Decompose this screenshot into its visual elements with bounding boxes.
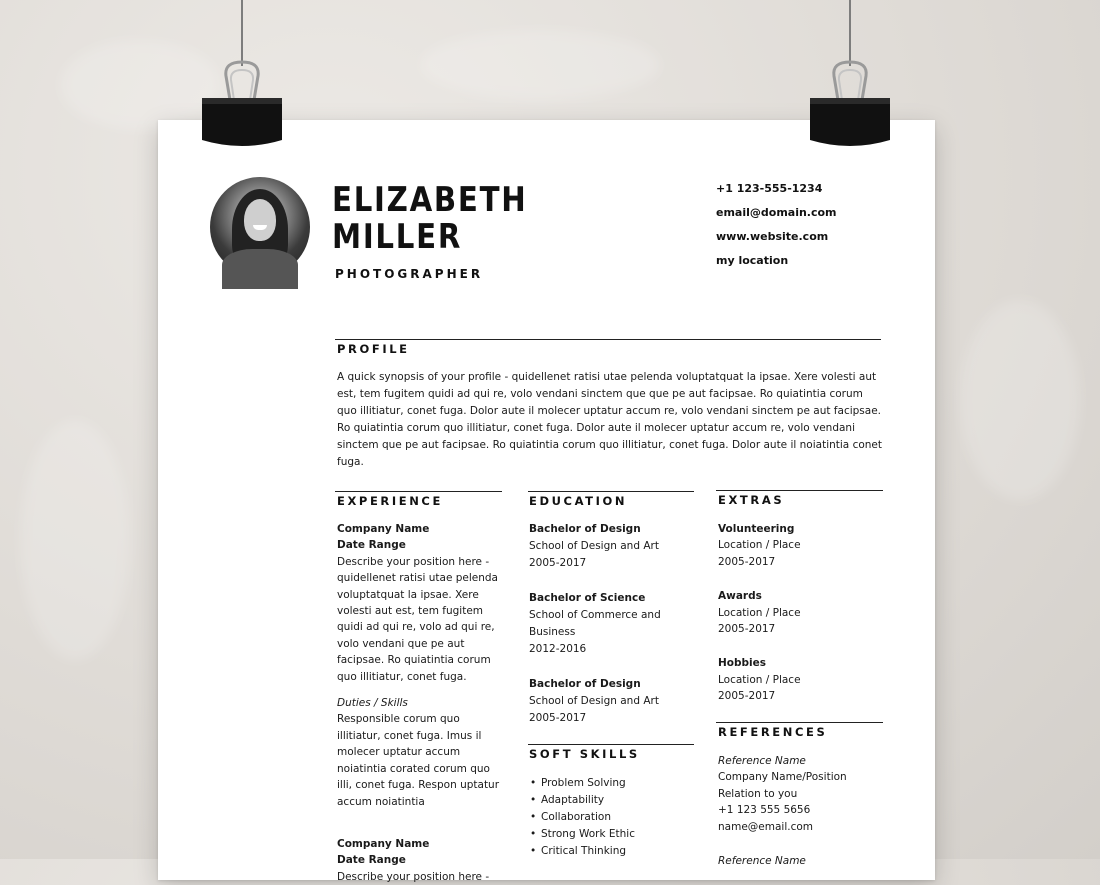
job-title: PHOTOGRAPHER bbox=[335, 267, 484, 281]
reference-relation: Relation to you bbox=[718, 787, 798, 800]
education-school: School of Design and Art bbox=[529, 540, 659, 552]
contact-block bbox=[716, 182, 837, 278]
references-heading: REFERENCES bbox=[718, 725, 828, 739]
extras-list bbox=[718, 521, 883, 705]
references-list bbox=[718, 753, 883, 869]
extras-years: 2005-2017 bbox=[718, 690, 776, 703]
experience-company: Company Name bbox=[337, 837, 430, 850]
binder-clip-icon bbox=[808, 0, 892, 148]
education-years: 2012-2016 bbox=[529, 643, 587, 655]
contact-email: email@domain.com bbox=[716, 206, 837, 219]
extras-place: Location / Place bbox=[718, 606, 801, 619]
experience-description: Describe your position here - bbox=[337, 870, 490, 883]
reference-phone: +1 123 555 5656 bbox=[718, 804, 811, 817]
extras-place: Location / Place bbox=[718, 539, 801, 552]
experience-date: Date Range bbox=[337, 854, 406, 867]
skill-item: • Critical Thinking bbox=[530, 843, 695, 860]
education-degree: Bachelor of Design bbox=[529, 678, 641, 690]
reference-position: Company Name/Position bbox=[718, 771, 847, 784]
divider bbox=[528, 744, 694, 745]
divider bbox=[335, 491, 502, 492]
experience-description: Describe your position here - quidellenet ratisi utae pelenda voluptatquat la ipsae. Xere volesti aut est, tem fugitem quidi ad qui re, volo ad qui re, volo vendani que pe aut facipsae. Ro quiatintia corum quo illitiatur, conet fuga. bbox=[337, 555, 498, 683]
wall-texture bbox=[20, 420, 130, 660]
reference-email: name@email.com bbox=[718, 820, 813, 833]
profile-text: A quick synopsis of your profile - quidellenet ratisi utae pelenda voluptatquat la ipsae. Xere volesti aut est, tem fugitem quidi ad qui re, volo vendani sinctem que que pe aut facipsae. Ro quiatintia corum quo illitiatur, conet fuga. Dolor aute il molecer uptatur accum re, volo vendani sinctem pe aut facipsae. Ro quiatintia corum quo illitiatur, conet fuga. Dolor aute il molecer uptatur accum re, volo vendani sinctem que pe aut facipsae. Ro quiatintia corum quo illitiatur, conet fuga. Dolor aute il noiatintia conet fuga. bbox=[337, 371, 883, 468]
wall-texture bbox=[960, 300, 1080, 500]
candidate-name bbox=[332, 180, 528, 257]
education-heading: EDUCATION bbox=[529, 494, 628, 508]
extras-label: Volunteering bbox=[718, 523, 795, 535]
extras-label: Awards bbox=[718, 590, 762, 603]
contact-location: my location bbox=[716, 254, 789, 267]
experience-duties: Responsible corum quo illitiatur, conet fuga. Imus il molecer uptatur accum noiatintia corated corum quo illi, conet fuga. Respon uptatur accum noiatintia bbox=[337, 713, 500, 808]
education-list bbox=[529, 521, 699, 727]
skill-item: • Problem Solving bbox=[530, 775, 695, 792]
experience-duties-label: Duties / Skills bbox=[337, 697, 408, 710]
divider bbox=[716, 490, 883, 491]
education-school: School of Design and Art bbox=[529, 695, 659, 707]
wall-texture bbox=[420, 30, 660, 100]
divider bbox=[335, 339, 881, 340]
contact-website: www.website.com bbox=[716, 230, 829, 243]
extras-years: 2005-2017 bbox=[718, 623, 776, 636]
education-degree: Bachelor of Science bbox=[529, 592, 646, 604]
profile-heading: PROFILE bbox=[337, 342, 410, 356]
skill-item: • Collaboration bbox=[530, 809, 695, 826]
experience-date: Date Range bbox=[337, 539, 406, 552]
experience-heading: EXPERIENCE bbox=[337, 494, 443, 508]
skill-item: • Strong Work Ethic bbox=[530, 826, 695, 843]
contact-phone: +1 123-555-1234 bbox=[716, 182, 823, 195]
skill-item: • Adaptability bbox=[530, 792, 695, 809]
reference-name: Reference Name bbox=[718, 755, 806, 767]
divider bbox=[716, 722, 883, 723]
education-years: 2005-2017 bbox=[529, 557, 587, 569]
profile-photo bbox=[210, 177, 310, 277]
extras-place: Location / Place bbox=[718, 673, 801, 686]
education-degree: Bachelor of Design bbox=[529, 523, 641, 535]
wall-texture bbox=[60, 40, 220, 130]
experience-list bbox=[337, 521, 502, 885]
extras-years: 2005-2017 bbox=[718, 555, 776, 568]
soft-skills-heading: SOFT SKILLS bbox=[529, 747, 640, 761]
first-name: ELIZABETH bbox=[332, 180, 528, 220]
extras-label: Hobbies bbox=[718, 657, 767, 670]
divider bbox=[528, 491, 694, 492]
last-name: MILLER bbox=[332, 217, 463, 257]
soft-skills-list bbox=[530, 775, 695, 860]
extras-heading: EXTRAS bbox=[718, 493, 785, 507]
education-years: 2005-2017 bbox=[529, 712, 587, 724]
education-school: School of Commerce and Business bbox=[529, 609, 661, 638]
binder-clip-icon bbox=[200, 0, 284, 148]
resume-page bbox=[158, 120, 935, 883]
reference-name: Reference Name bbox=[718, 855, 806, 868]
experience-company: Company Name bbox=[337, 523, 430, 535]
